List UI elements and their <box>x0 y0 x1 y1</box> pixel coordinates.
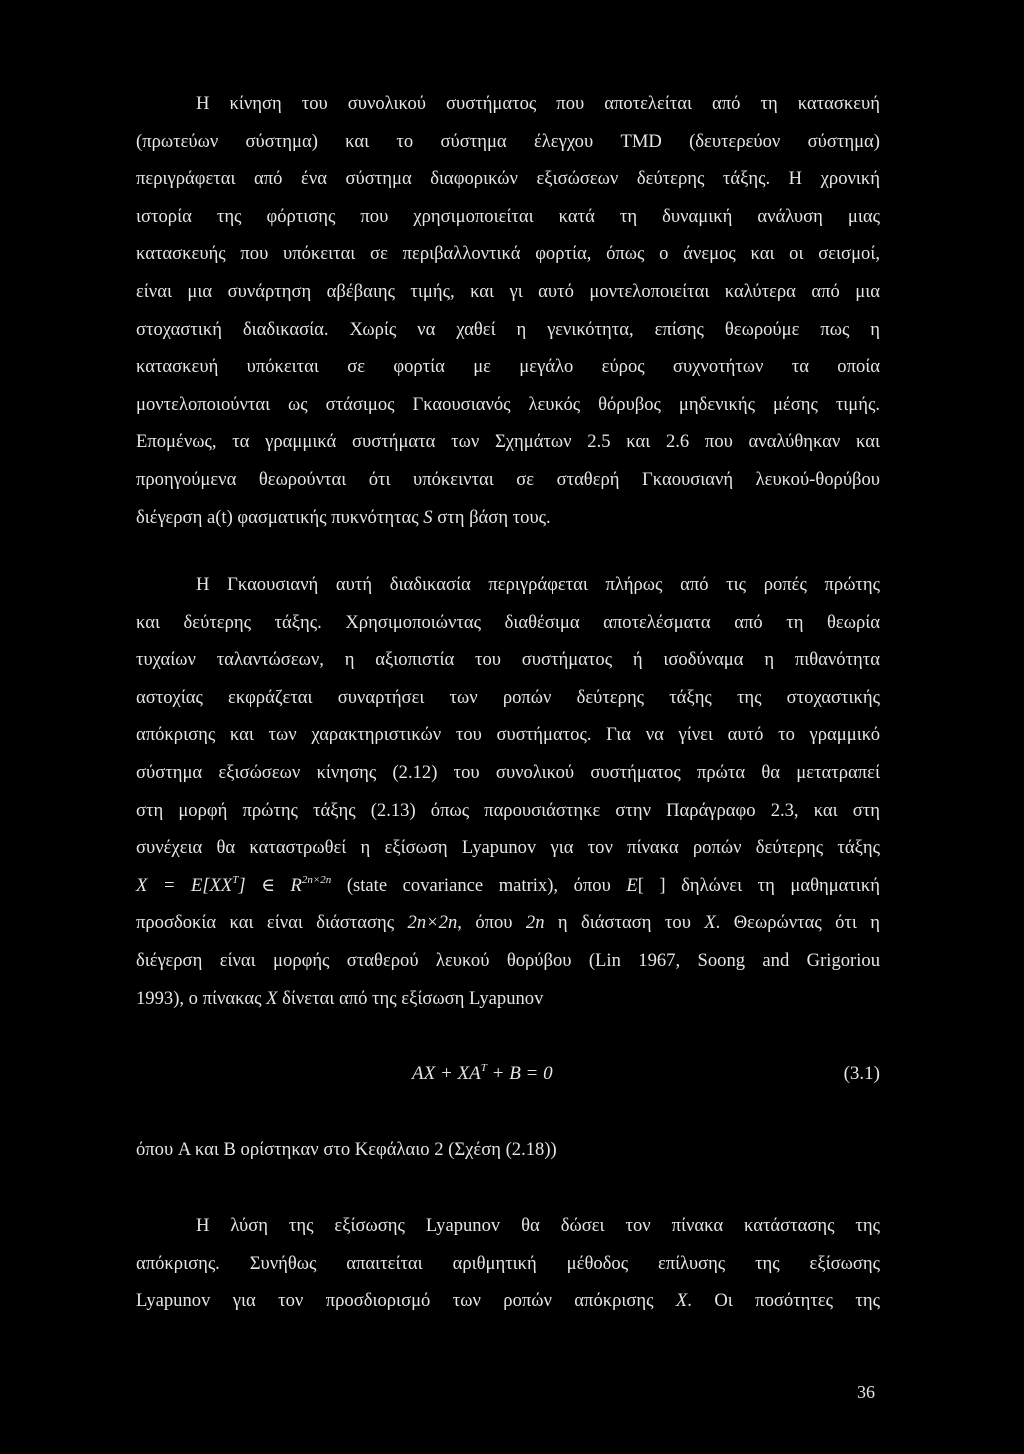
text-line: 1993), ο πίνακας X δίνεται από της εξίσωση Lyapunov <box>136 987 544 1009</box>
math-text-line: $X = E[XX^T]$ ∈ $R^{2n\times 2n}$ (state covariance matrix), όπου E[ ] δηλώνει τη μαθηματική <box>136 873 880 896</box>
text-line: όπου A και B ορίστηκαν στο Κεφάλαιο 2 (Σχέση (2.18)) <box>136 1139 557 1160</box>
paragraph-1 <box>136 85 880 536</box>
text-line: απόκρισης και των χαρακτηριστικών του συστήματος. Για να γίνει αυτό το γραμμικό <box>136 724 880 746</box>
text-line: Η κίνηση του συνολικού συστήματος που αποτελείται από τη κατασκευή <box>196 93 880 114</box>
text-line: Η Γκαουσιανή αυτή διαδικασία περιγράφεται πλήρως από τις ροπές πρώτης <box>196 574 880 595</box>
text-line: περιγράφεται από ένα σύστημα διαφορικών εξισώσεων δεύτερης τάξης. Η χρονική <box>136 168 880 190</box>
paragraph-3 <box>136 1207 880 1320</box>
text-line: απόκρισης. Συνήθως απαιτείται αριθμητική μέθοδος επίλυσης της εξίσωσης <box>136 1252 880 1274</box>
text-line: τυχαίων ταλαντώσεων, η αξιοπιστία του συστήματος ή ισοδύναμα η πιθανότητα <box>136 649 880 671</box>
paragraph-2 <box>136 566 880 1017</box>
text-line: ιστορία της φόρτισης που χρησιμοποιείται κατά τη δυναμική ανάλυση μιας <box>136 205 880 227</box>
text-line: διέγερση είναι μορφής σταθερού λευκού θορύβου (Lin 1967, Soong and Grigoriou <box>136 949 880 971</box>
text-line: συνέχεια θα καταστρωθεί η εξίσωση Lyapunov για τον πίνακα ροπών δεύτερης τάξης <box>136 837 880 859</box>
equation-3-1 <box>136 1063 880 1093</box>
text-line: και δεύτερης τάξης. Χρησιμοποιώντας διαθέσιμα αποτελέσματα από τη θεωρία <box>136 611 880 633</box>
paragraph-after-equation <box>136 1131 880 1169</box>
text-line: μοντελοποιούνται ως στάσιμος Γκαουσιανός λευκός θόρυβος μηδενικής μέσης τιμής. <box>136 393 880 415</box>
text-line: διέγερση a(t) φασματικής πυκνότητας S στη βάση τους. <box>136 506 551 528</box>
text-line: σύστημα εξισώσεων κίνησης (2.12) του συνολικού συστήματος πρώτα θα μετατραπεί <box>136 761 880 783</box>
equation-body: AX + $XA^T + B = 0$ <box>412 1062 553 1084</box>
text-line: κατασκευή υπόκειται σε φορτία με μεγάλο εύρος συχνοτήτων τα οποία <box>136 356 880 378</box>
text-line: στη μορφή πρώτης τάξης (2.13) όπως παρουσιάστηκε στην Παράγραφο 2.3, και στη <box>136 799 880 821</box>
text-line: στοχαστική διαδικασία. Χωρίς να χαθεί η γενικότητα, επίσης θεωρούμε πως η <box>136 318 880 340</box>
text-line: κατασκευής που υπόκειται σε περιβαλλοντικά φορτία, όπως ο άνεμος και οι σεισμοί, <box>136 243 880 265</box>
page-number: 36 <box>857 1382 875 1402</box>
text-line: είναι μια συνάρτηση αβέβαιης τιμής, και γι αυτό μοντελοποιείται καλύτερα από μια <box>136 280 880 302</box>
equation-number: (3.1) <box>843 1063 880 1084</box>
text-line: (πρωτεύων σύστημα) και το σύστημα έλεγχου TMD (δευτερεύον σύστημα) <box>136 130 880 152</box>
text-line: Lyapunov για τον προσδιορισμό των ροπών απόκρισης X. Οι ποσότητες της <box>136 1290 880 1312</box>
text-line: αστοχίας εκφράζεται συναρτήσει των ροπών δεύτερης τάξης της στοχαστικής <box>136 686 880 708</box>
text-line: προηγούμενα θεωρούνται ότι υπόκεινται σε σταθερή Γκαουσιανή λευκού-θορύβου <box>136 468 880 490</box>
text-line: Η λύση της εξίσωσης Lyapunov θα δώσει τον πίνακα κατάστασης της <box>196 1215 880 1236</box>
text-line: προσδοκία και είναι διάστασης 2n×2n, όπου 2n η διάσταση του X. Θεωρώντας ότι η <box>136 912 880 934</box>
text-line: Επομένως, τα γραμμικά συστήματα των Σχημάτων 2.5 και 2.6 που αναλύθηκαν και <box>136 431 880 453</box>
